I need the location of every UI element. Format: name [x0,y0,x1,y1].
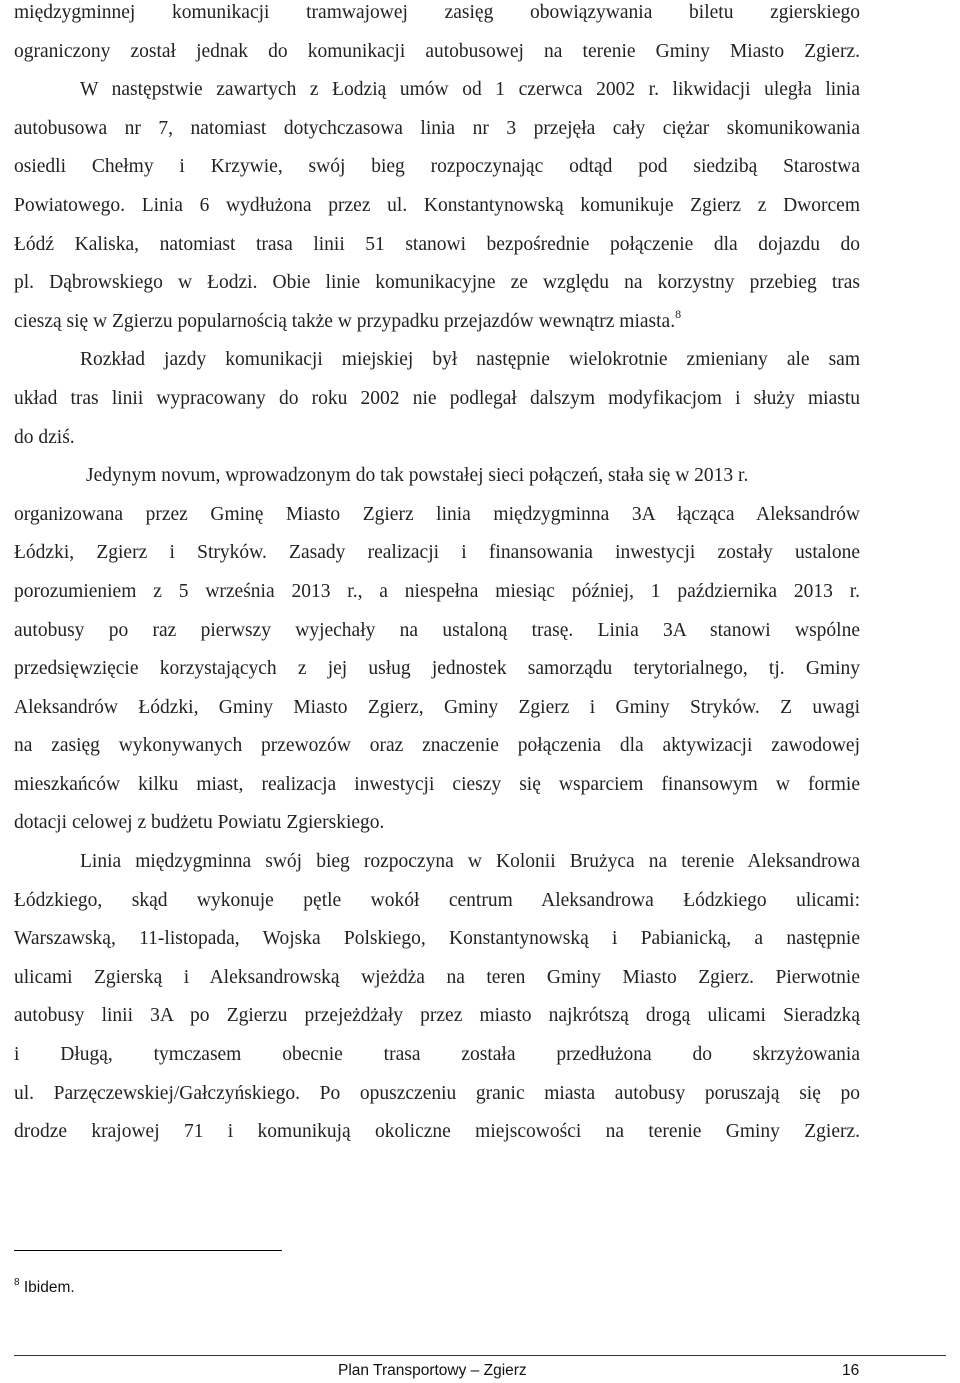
footer-title: Plan Transportowy – Zgierz [338,1362,527,1379]
text-line: i Długą, tymczasem obecnie trasa została przedłużona do skrzyżowania [14,1044,860,1066]
text-line: Warszawską, 11-listopada, Wojska Polskiego, Konstantynowską i Pabianicką, a następnie [14,928,860,950]
text-line: W następstwie zawartych z Łodzią umów od 1 czerwca 2002 r. likwidacji uległa linia [80,79,860,101]
text-line: do dziś. [14,426,75,448]
text-line: Powiatowego. Linia 6 wydłużona przez ul. Konstantynowską komunikuje Zgierz z Dworcem [14,194,860,216]
text-line: Łódzki, Zgierz i Stryków. Zasady realizacji i finansowania inwestycji zostały ustalone [14,542,860,564]
text-line: autobusy linii 3A po Zgierzu przejeżdżały przez miasto najkrótszą drogą ulicami Sieradzką [14,1005,860,1027]
footer-divider [14,1355,946,1356]
text-line: drodze krajowej 71 i komunikują okoliczne miejscowości na terenie Gminy Zgierz. [14,1121,860,1143]
text-line: porozumieniem z 5 września 2013 r., a niespełna miesiąc później, 1 października 2013 r. [14,580,860,602]
body-text [14,0,860,1158]
text-line: Łódzkiego, skąd wykonuje pętle wokół centrum Aleksandrowa Łódzkiego ulicami: [14,889,860,911]
text-line: Jedynym novum, wprowadzonym do tak powstałej sieci połączeń, stała się w 2013 r. [86,465,749,487]
footnote-number: 8 [14,1277,20,1288]
footnote-separator [14,1250,282,1251]
text-line: pl. Dąbrowskiego w Łodzi. Obie linie komunikacyjne ze względu na korzystny przebieg tras [14,272,860,294]
text-line: autobusowa nr 7, natomiast dotychczasowa linia nr 3 przejęła cały ciężar skomunikowania [14,117,860,139]
text-line: autobusy po raz pierwszy wyjechały na ustaloną trasę. Linia 3A stanowi wspólne [14,619,860,641]
page-number: 16 [842,1362,860,1379]
footnote-reference: 8 [675,308,682,321]
footnote-text: Ibidem. [23,1279,75,1296]
text-line: ulicami Zgierską i Aleksandrowską wjeżdża na teren Gminy Miasto Zgierz. Pierwotnie [14,966,860,988]
text-line-with-footnote-ref [14,309,860,348]
text-line: Linia międzygminna swój bieg rozpoczyna w Kolonii Brużyca na terenie Aleksandrowa [80,851,860,873]
text-line: na zasięg wykonywanych przewozów oraz znaczenie połączenia dla aktywizacji zawodowej [14,735,860,757]
text-line: układ tras linii wypracowany do roku 2002 nie podlegał dalszym modyfikacjom i służy miastu [14,387,860,409]
text-line: ul. Parzęczewskiej/Gałczyńskiego. Po opuszczeniu granic miasta autobusy poruszają się po [14,1082,860,1104]
text-line: cieszą się w Zgierzu popularnością także w przypadku przejazdów wewnątrz miasta. [14,310,676,332]
text-line: ograniczony został jednak do komunikacji autobusowej na terenie Gminy Miasto Zgierz. [14,40,860,62]
text-line: organizowana przez Gminę Miasto Zgierz linia międzygminna 3A łącząca Aleksandrów [14,503,860,525]
text-line: Rozkład jazdy komunikacji miejskiej był następnie wielokrotnie zmieniany ale sam [80,349,860,371]
text-line: Aleksandrów Łódzki, Gminy Miasto Zgierz, Gminy Zgierz i Gminy Stryków. Z uwagi [14,696,860,718]
text-line: osiedli Chełmy i Krzywie, swój bieg rozpoczynając odtąd pod siedzibą Starostwa [14,156,860,178]
footnote [14,1279,75,1297]
text-line: międzygminnej komunikacji tramwajowej zasięg obowiązywania biletu zgierskiego [14,2,860,23]
text-line: dotacji celowej z budżetu Powiatu Zgierskiego. [14,812,385,834]
text-line: Łódź Kaliska, natomiast trasa linii 51 stanowi bezpośrednie połączenie dla dojazdu do [14,233,860,255]
text-line: mieszkańców kilku miast, realizacja inwestycji cieszy się wsparciem finansowym w formie [14,773,860,795]
text-line: przedsięwzięcie korzystających z jej usług jednostek samorządu terytorialnego, tj. Gminy [14,658,860,680]
